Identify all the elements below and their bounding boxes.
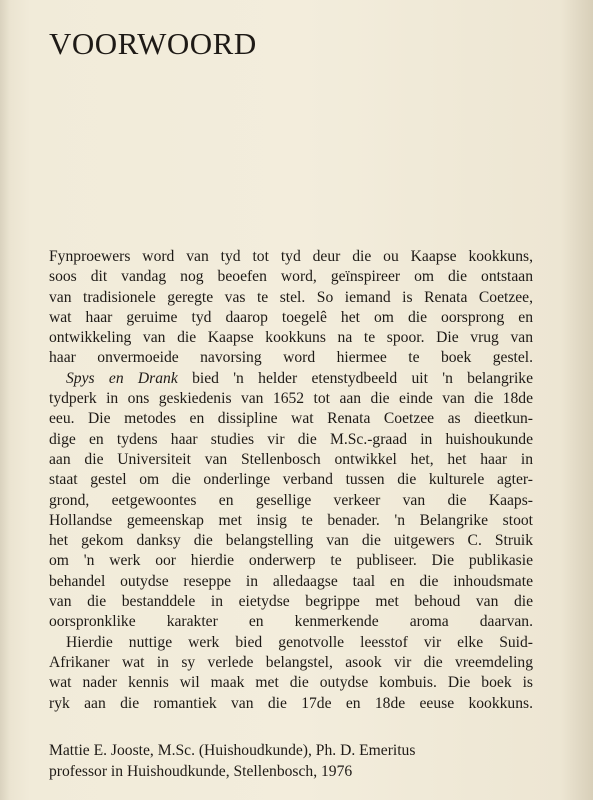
paragraph-3: [49, 633, 533, 714]
text-line: oorspronklike karakter en kenmerkende aroma daarvan.: [49, 613, 533, 631]
text-fragment: bied 'n helder etenstydbeeld uit 'n belangrike: [177, 369, 533, 387]
text-line: staat gestel om die onderlinge verband tussen die kulturele agter-: [49, 471, 533, 489]
text-line: haar onvermoeide navorsing word hiermee te boek gestel.: [49, 349, 533, 367]
text-line: Hollandse gemeenskap met insig te benader. 'n Belangrike stoot: [49, 511, 533, 529]
text-line: ontwikkeling van die Kaapse kookkuns na te spoor. Die vrug van: [49, 329, 533, 347]
text-line: grond, eetgewoontes en gesellige verkeer van die Kaaps-: [49, 491, 533, 509]
foreword-body: [49, 247, 533, 714]
signature-line: professor in Huishoudkunde, Stellenbosch, 1976: [49, 763, 353, 780]
signature-block: [49, 740, 533, 782]
text-line: soos dit vandag nog beoefen word, geïnspireer om die ontstaan: [49, 268, 533, 286]
text-line: het gekom danksy die belangstelling van die uitgewers C. Struik: [49, 532, 533, 550]
text-line: ryk aan die romantiek van die 17de en 18de eeuse kookkuns.: [49, 694, 533, 712]
book-title-italic: Spys en Drank: [66, 369, 178, 387]
text-line: van tradisionele geregte vas te stel. So iemand is Renata Coetzee,: [49, 288, 533, 306]
text-line: van die bestanddele in eietydse begrippe met behoud van die: [49, 593, 533, 611]
text-line: eeu. Die metodes en dissipline wat Renata Coetzee as dieetkun-: [49, 410, 533, 428]
text-line: om 'n werk oor hierdie onderwerp te publiseer. Die publikasie: [49, 552, 533, 570]
paragraph-1: [49, 247, 533, 369]
text-line: dige en tydens haar studies vir die M.Sc.-graad in huishoukunde: [49, 430, 533, 448]
text-line: behandel outydse reseppe in alledaagse taal en die inhoudsmate: [49, 572, 533, 590]
text-line: [49, 369, 533, 389]
text-line: tydperk in ons geskiedenis van 1652 tot aan die einde van die 18de: [49, 390, 533, 408]
page-title: VOORWOORD: [49, 26, 257, 61]
paragraph-2: [49, 369, 533, 633]
text-line: Hierdie nuttige werk bied genotvolle leesstof vir elke Suid-: [66, 633, 533, 651]
text-line: wat nader kennis wil maak met die outydse kombuis. Die boek is: [49, 674, 533, 692]
text-line: wat haar geruime tyd daarop toegelê het om die oorsprong en: [49, 308, 533, 326]
text-line: Fynproewers word van tyd tot tyd deur die ou Kaapse kookkuns,: [49, 248, 533, 265]
signature-line: Mattie E. Jooste, M.Sc. (Huishoudkunde), Ph. D. Emeritus: [49, 742, 416, 759]
text-line: aan die Universiteit van Stellenbosch ontwikkel het, het haar in: [49, 450, 533, 468]
text-line: Afrikaner wat in sy verlede belangstel, asook vir die vreemdeling: [49, 653, 533, 671]
